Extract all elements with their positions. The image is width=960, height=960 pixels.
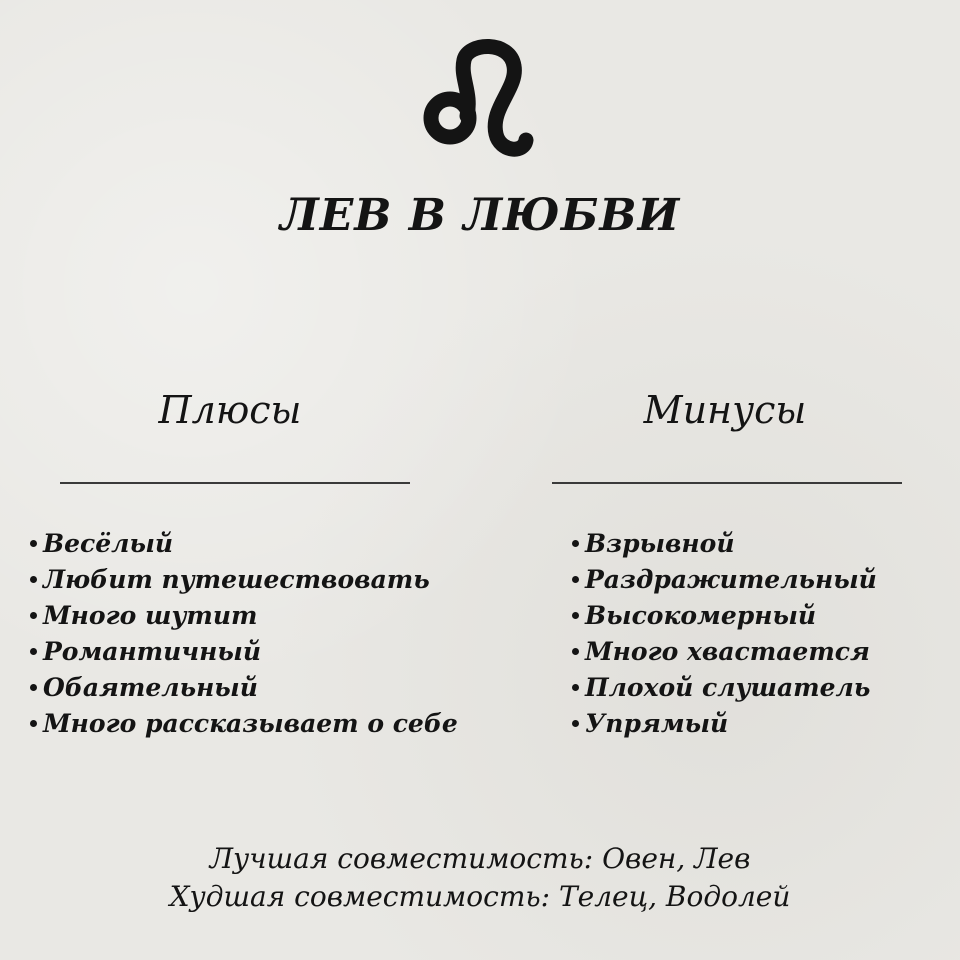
bullet-icon [30,684,37,691]
cons-item-text: Взрывной [585,529,735,558]
list-item [30,598,500,634]
worst-compatibility: Худшая совместимость: Телец, Водолей [169,880,791,913]
cons-list [572,526,932,742]
pros-list [30,526,500,742]
pros-item-text: Много рассказывает о себе [43,709,458,738]
list-item [572,706,932,742]
list-item [30,706,500,742]
bullet-icon [572,540,579,547]
list-item [572,526,932,562]
list-item [572,562,932,598]
list-item [30,526,500,562]
page-title: ЛЕВ В ЛЮБВИ [279,190,681,241]
list-item [572,634,932,670]
list-item [30,562,500,598]
bullet-icon [572,648,579,655]
list-item [572,670,932,706]
pros-item-text: Любит путешествовать [43,565,430,594]
cons-divider [552,482,902,484]
best-compatibility: Лучшая совместимость: Овен, Лев [209,842,751,875]
bullet-icon [30,576,37,583]
list-item [572,598,932,634]
bullet-icon [30,612,37,619]
pros-divider [60,482,410,484]
bullet-icon [30,648,37,655]
bullet-icon [572,576,579,583]
bullet-icon [572,720,579,727]
bullet-icon [572,684,579,691]
bullet-icon [572,612,579,619]
pros-item-text: Много шутит [43,601,258,630]
list-item [30,670,500,706]
cons-heading: Минусы [643,388,807,432]
cons-item-text: Высокомерный [585,601,817,630]
pros-heading: Плюсы [158,388,302,432]
bullet-icon [30,540,37,547]
pros-item-text: Весёлый [43,529,174,558]
bullet-icon [30,720,37,727]
list-item [30,634,500,670]
pros-item-text: Обаятельный [43,673,258,702]
cons-item-text: Раздражительный [585,565,877,594]
cons-item-text: Упрямый [585,709,729,738]
cons-item-text: Много хвастается [585,637,870,666]
leo-zodiac-icon [420,30,540,162]
pros-item-text: Романтичный [43,637,262,666]
cons-item-text: Плохой слушатель [585,673,871,702]
